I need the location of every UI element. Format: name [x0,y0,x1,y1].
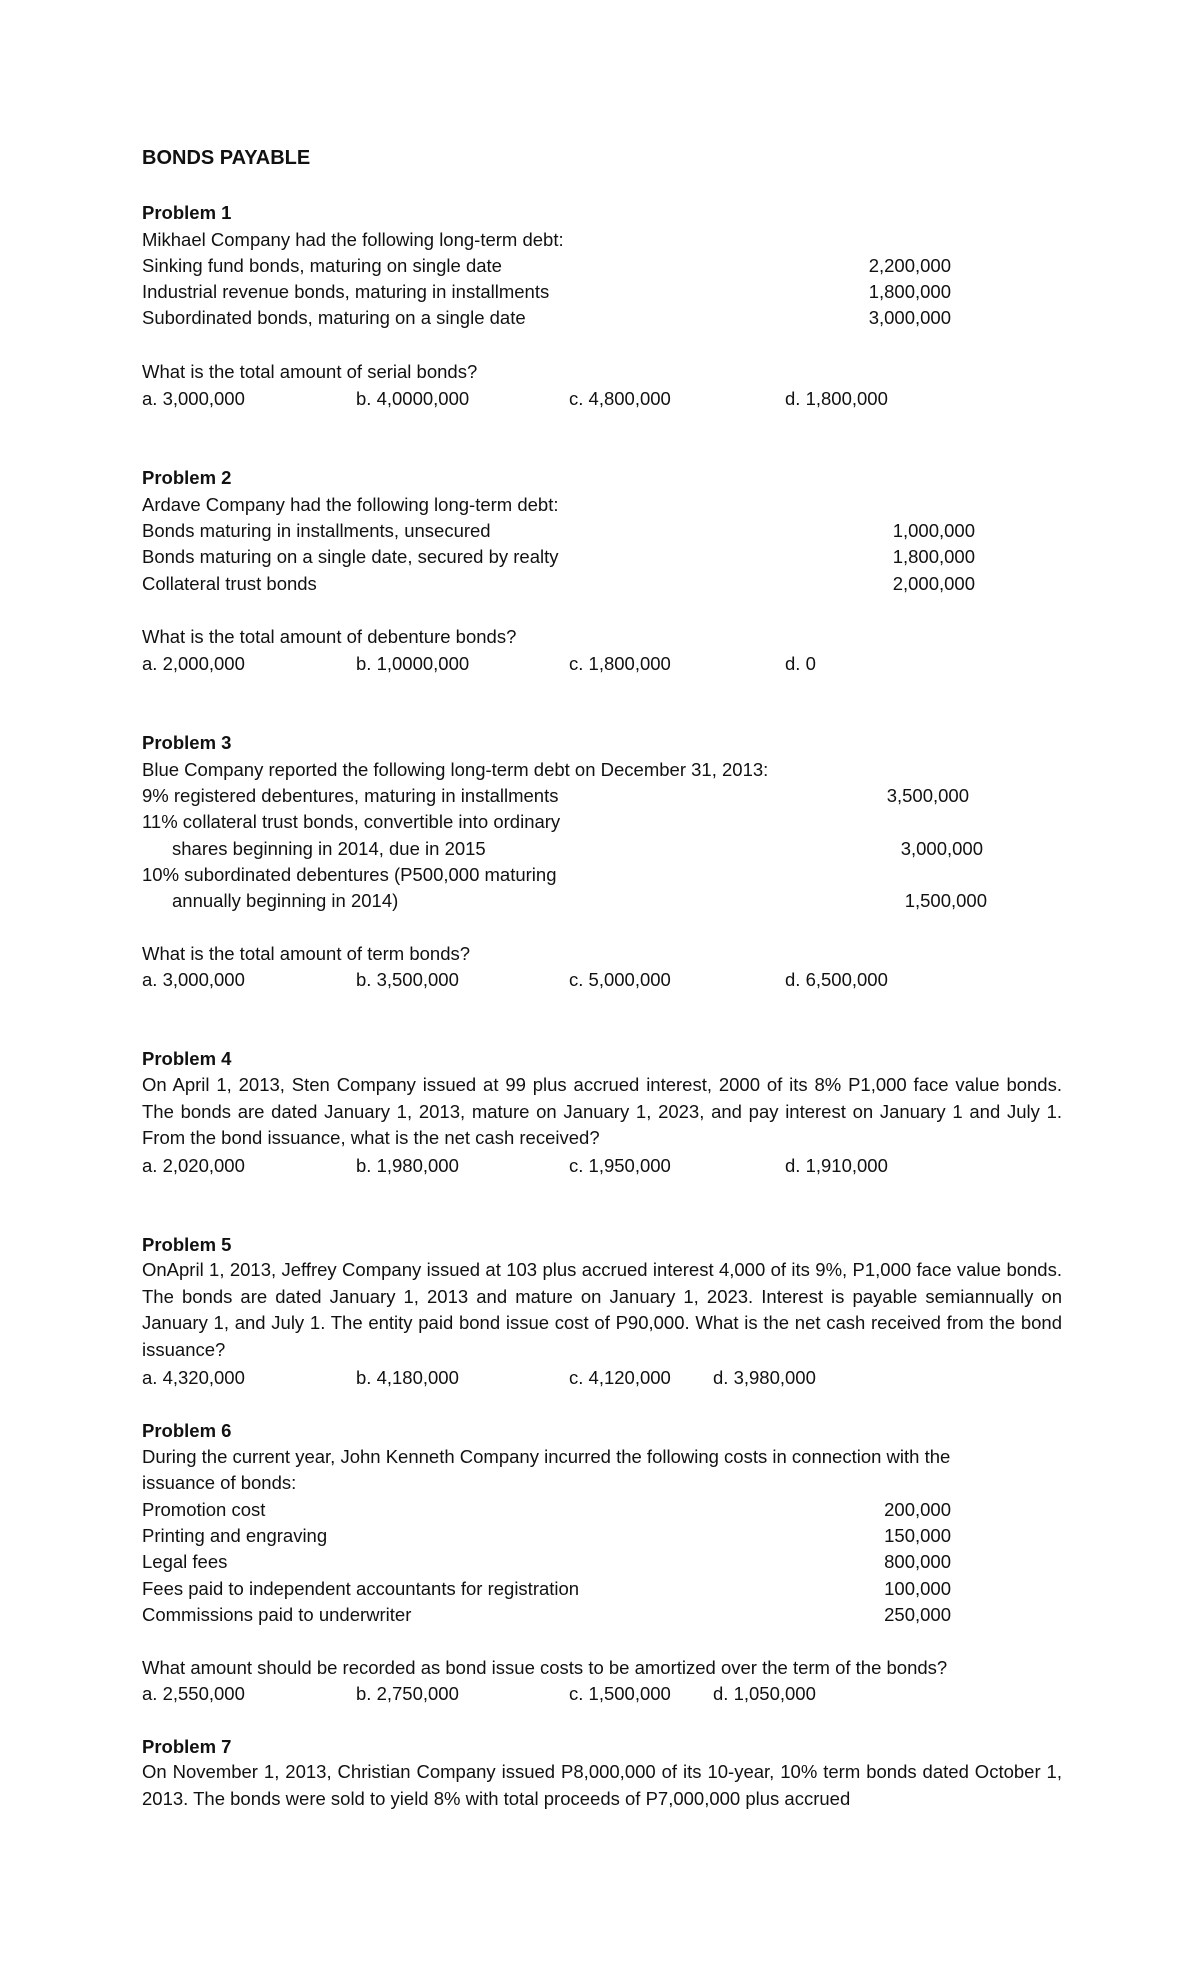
problem-1-item-amount: 3,000,000 [868,307,951,328]
problem-3-item-amount: 1,500,000 [904,890,987,911]
problem-6-item-label: Fees paid to independent accountants for registration [142,1578,580,1599]
problem-2-choice-c: c. 1,800,000 [569,653,671,674]
problem-1-choice-c: c. 4,800,000 [569,388,671,409]
problem-6-item-amount: 250,000 [884,1604,951,1625]
problem-6-item-label: Legal fees [142,1551,228,1572]
problem-5-choice-b: b. 4,180,000 [356,1367,459,1388]
problem-3-choice-d: d. 6,500,000 [785,969,888,990]
problem-6-choice-d: d. 1,050,000 [713,1683,816,1704]
problem-3-item-label: 9% registered debentures, maturing in installments [142,785,559,806]
problem-5-heading: Problem 5 [142,1234,232,1255]
document-page [142,0,1062,1976]
problem-2-choice-a: a. 2,000,000 [142,653,245,674]
problem-3-question: What is the total amount of term bonds? [142,943,471,964]
problem-6-item-label: Printing and engraving [142,1525,328,1546]
problem-6-intro: During the current year, John Kenneth Company incurred the following costs in connection with the [142,1446,951,1467]
problem-7-heading: Problem 7 [142,1736,232,1757]
problem-3-item-label: 11% collateral trust bonds, convertible into ordinary [142,811,561,832]
document-title: BONDS PAYABLE [142,147,311,169]
problem-5-choice-d: d. 3,980,000 [713,1367,816,1388]
problem-2-intro: Ardave Company had the following long-term debt: [142,494,559,515]
problem-2-item-label: Bonds maturing on a single date, secured by realty [142,546,559,567]
problem-3-heading: Problem 3 [142,732,232,753]
problem-6-choice-b: b. 2,750,000 [356,1683,459,1704]
problem-6-choice-c: c. 1,500,000 [569,1683,671,1704]
problem-3-item-label-cont: annually beginning in 2014) [172,890,399,911]
problem-1-intro: Mikhael Company had the following long-term debt: [142,229,564,250]
problem-2-choice-d: d. 0 [785,653,816,674]
problem-3-item-amount: 3,500,000 [886,785,969,806]
problem-6-item-amount: 100,000 [884,1578,951,1599]
problem-1-heading: Problem 1 [142,202,232,223]
problem-1-question: What is the total amount of serial bonds? [142,361,478,382]
problem-1-choice-d: d. 1,800,000 [785,388,888,409]
problem-1-item-amount: 2,200,000 [868,255,951,276]
problem-6-choice-a: a. 2,550,000 [142,1683,245,1704]
problem-2-item-amount: 1,800,000 [892,546,975,567]
problem-3-choice-b: b. 3,500,000 [356,969,459,990]
problem-5-choice-a: a. 4,320,000 [142,1367,245,1388]
problem-3-choice-a: a. 3,000,000 [142,969,245,990]
problem-6-heading: Problem 6 [142,1420,232,1441]
problem-4-choice-d: d. 1,910,000 [785,1155,888,1176]
problem-6-item-amount: 200,000 [884,1499,951,1520]
problem-5-text: OnApril 1, 2013, Jeffrey Company issued at 103 plus accrued interest 4,000 of its 9%, P1,000 face value bonds. The bonds are dated January 1, 2013 and mature on January 1, 2023. Interest is payable semiannually on January 1, and July 1. The entity paid bond issue cost of P90,000. What is the net cash received from the bond issuance? [142,1259,1062,1360]
problem-1-item-label: Sinking fund bonds, maturing on single date [142,255,502,276]
problem-2-question: What is the total amount of debenture bonds? [142,626,517,647]
problem-2-item-label: Collateral trust bonds [142,573,317,594]
problem-5-choice-c: c. 4,120,000 [569,1367,671,1388]
problem-3-item-label: 10% subordinated debentures (P500,000 maturing [142,864,557,885]
problem-1-item-label: Industrial revenue bonds, maturing in installments [142,281,550,302]
problem-3-item-label-cont: shares beginning in 2014, due in 2015 [172,838,486,859]
problem-7-text: On November 1, 2013, Christian Company issued P8,000,000 of its 10-year, 10% term bonds dated October 1, 2013. The bonds were sold to yield 8% with total proceeds of P7,000,000 plus accrued [142,1761,1062,1809]
problem-6-intro-cont: issuance of bonds: [142,1472,297,1493]
problem-2-item-label: Bonds maturing in installments, unsecured [142,520,491,541]
problem-1-choice-a: a. 3,000,000 [142,388,245,409]
problem-1-item-label: Subordinated bonds, maturing on a single date [142,307,526,328]
problem-4-text: On April 1, 2013, Sten Company issued at 99 plus accrued interest, 2000 of its 8% P1,000 face value bonds. The bonds are dated January 1, 2013, mature on January 1, 2023, and pay interest on January 1 and July 1. From the bond issuance, what is the net cash received? [142,1074,1062,1148]
problem-4-choice-b: b. 1,980,000 [356,1155,459,1176]
problem-3-item-amount: 3,000,000 [900,838,983,859]
problem-6-question: What amount should be recorded as bond issue costs to be amortized over the term of the bonds? [142,1657,948,1678]
problem-3-choice-c: c. 5,000,000 [569,969,671,990]
problem-2-heading: Problem 2 [142,467,232,488]
problem-6-item-label: Commissions paid to underwriter [142,1604,412,1625]
problem-6-item-amount: 150,000 [884,1525,951,1546]
problem-1-choice-b: b. 4,0000,000 [356,388,470,409]
problem-2-item-amount: 2,000,000 [892,573,975,594]
problem-4-choice-c: c. 1,950,000 [569,1155,671,1176]
problem-1-item-amount: 1,800,000 [868,281,951,302]
problem-6-item-label: Promotion cost [142,1499,266,1520]
problem-4-heading: Problem 4 [142,1048,232,1069]
problem-3-intro: Blue Company reported the following long-term debt on December 31, 2013: [142,759,769,780]
problem-4-choice-a: a. 2,020,000 [142,1155,245,1176]
problem-2-choice-b: b. 1,0000,000 [356,653,470,674]
problem-2-item-amount: 1,000,000 [892,520,975,541]
problem-6-item-amount: 800,000 [884,1551,951,1572]
